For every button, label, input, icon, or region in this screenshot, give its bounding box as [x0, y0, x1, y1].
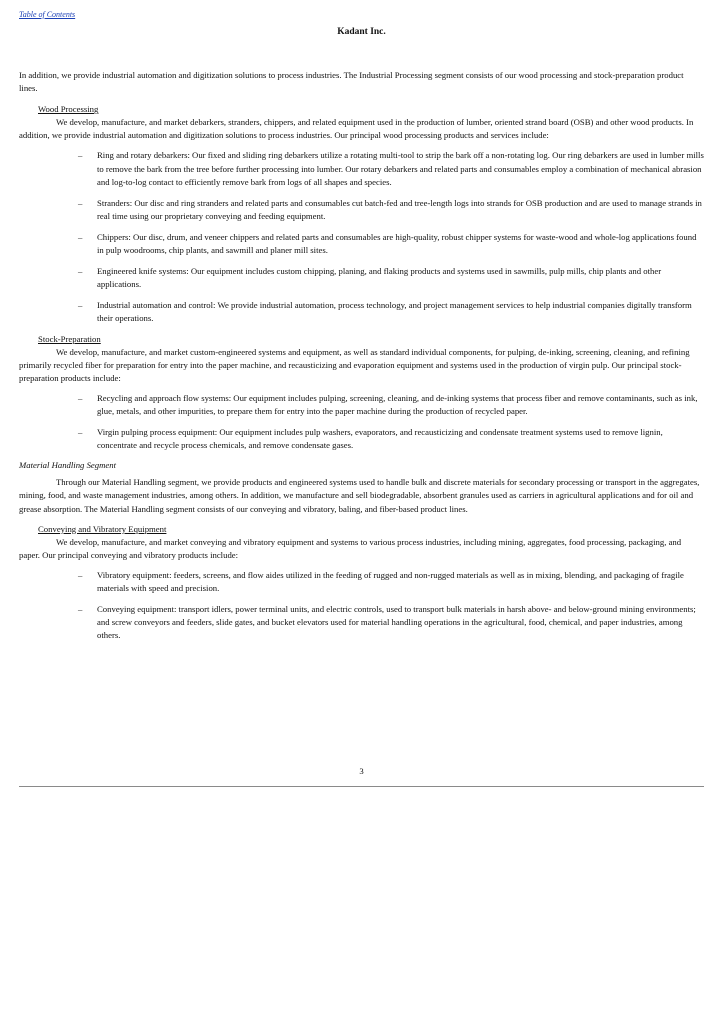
bullet-dash: –: [78, 300, 83, 311]
bullet-dash: –: [78, 569, 83, 580]
conveying-vibratory-heading: Conveying and Vibratory Equipment: [38, 523, 167, 534]
list-item: – Chippers: Our disc, drum, and veneer chippers and related parts and consumables are high-quality, robust chipper systems for waste-wood and whole-log applications found in pulp woodrooms, chip plants, and sawmill and planer mill sites.: [78, 231, 697, 256]
list-item: – Virgin pulping process equipment: Our equipment includes pulp washers, evaporators, and recausticizing and condensate treatment systems used to remove lignin, concentrate and recycle process chemicals, and remove condensate gases.: [78, 427, 663, 451]
table-of-contents-link[interactable]: Table of Contents: [19, 10, 76, 19]
stock-preparation-paragraph: We develop, manufacture, and market custom-engineered systems and equipment, as well as standard individual components, for pulping, de-inking, screening, cleaning, and refining primarily recycled fiber for preparation for entry into the paper machine, and recausticizing and evaporation equipment and systems used in the production of virgin pulp. Our principal stock-preparation products include:: [19, 346, 690, 383]
material-handling-heading: Material Handling Segment: [19, 460, 116, 471]
list-item: – Conveying equipment: transport idlers, power terminal units, and electric controls, used to transport bulk materials in harsh above- and below-ground mining environments; and screw conveyors and feeders, slide gates, and bucket elevators used for material handling operations in the agricultural, food, chemical, and paper industries, among others.: [78, 604, 696, 641]
page-number: 3: [359, 766, 364, 776]
list-item: – Recycling and approach flow systems: Our equipment includes pulping, screening, cleaning, and de-inking systems that process fiber and remove contaminants, such as ink, glue, metals, and other impurities, to prepare them for entry into the paper machine during the production of recycled paper.: [78, 392, 698, 416]
material-handling-paragraph: Through our Material Handling segment, we provide products and engineered systems used to handle bulk and discrete materials for secondary processing or transport in the aggregates, mining, food, and waste management industries, among others. In addition, we manufacture and sell biodegradable, absorbent granules used as carriers in agricultural applications and for oil and grease absorption. The Material Handling segment consists of our conveying and vibratory, baling, and fiber-based product lines.: [19, 477, 700, 514]
stock-preparation-list: [19, 392, 704, 452]
conveying-vibratory-paragraph: We develop, manufacture, and market conveying and vibratory equipment and systems to various process industries, including mining, aggregates, food processing, packaging, and paper. Our principal conveying and vibratory products include:: [19, 536, 682, 560]
bullet-dash: –: [78, 427, 83, 438]
wood-processing-heading: Wood Processing: [38, 104, 99, 115]
list-item: – Ring and rotary debarkers: Our fixed and sliding ring debarkers utilize a rotating multi-tool to strip the bark off a non-rotating log. Our ring debarkers are used in lumber mills to remove the bark from the tree before further processing into lumber. Our rotary debarkers and related parts and consumables employ a combination of mechanical abrasion and log-to-log contact to efficiently remove bark from logs of all shapes and species.: [78, 150, 704, 187]
bullet-dash: –: [78, 604, 83, 615]
wood-processing-paragraph: We develop, manufacture, and market debarkers, stranders, chippers, and related equipment used in the production of lumber, oriented strand board (OSB) and other wood products. In addition, we provide industrial automation and digitization solutions to process industries. Our principal wood processing products and services include:: [19, 117, 694, 141]
conveying-vibratory-list: [19, 569, 704, 642]
footer-divider: [19, 786, 704, 787]
company-name: Kadant Inc.: [337, 27, 386, 37]
intro-paragraph: In addition, we provide industrial automation and digitization solutions to process industries. The Industrial Processing segment consists of our wood processing and stock-preparation product lines.: [19, 70, 684, 94]
list-item: – Stranders: Our disc and ring stranders and related parts and consumables cut batch-fed and tree-length logs into strands for OSB production and are used to manage strands in real time using our proprietary conveying and feeding equipment.: [78, 197, 702, 221]
wood-processing-list: [19, 149, 704, 325]
stock-preparation-heading: Stock-Preparation: [38, 333, 101, 344]
list-item: – Vibratory equipment: feeders, screens, and flow aides utilized in the feeding of rugged and non-rugged materials as well as in mixing, blending, and packaging of fragile materials with speed and precision.: [78, 569, 684, 593]
bullet-dash: –: [78, 392, 83, 403]
bullet-dash: –: [78, 197, 83, 208]
document-body: [19, 69, 704, 642]
bullet-dash: –: [78, 150, 83, 161]
bullet-dash: –: [78, 266, 83, 277]
list-item: – Industrial automation and control: We provide industrial automation, process technology, and project management services to help industrial companies digitally transform their operations.: [78, 300, 692, 324]
bullet-dash: –: [78, 231, 83, 242]
list-item: – Engineered knife systems: Our equipment includes custom chipping, planing, and flaking products and systems used in sawmills, pulp mills, chip plants and other applications.: [78, 266, 662, 290]
